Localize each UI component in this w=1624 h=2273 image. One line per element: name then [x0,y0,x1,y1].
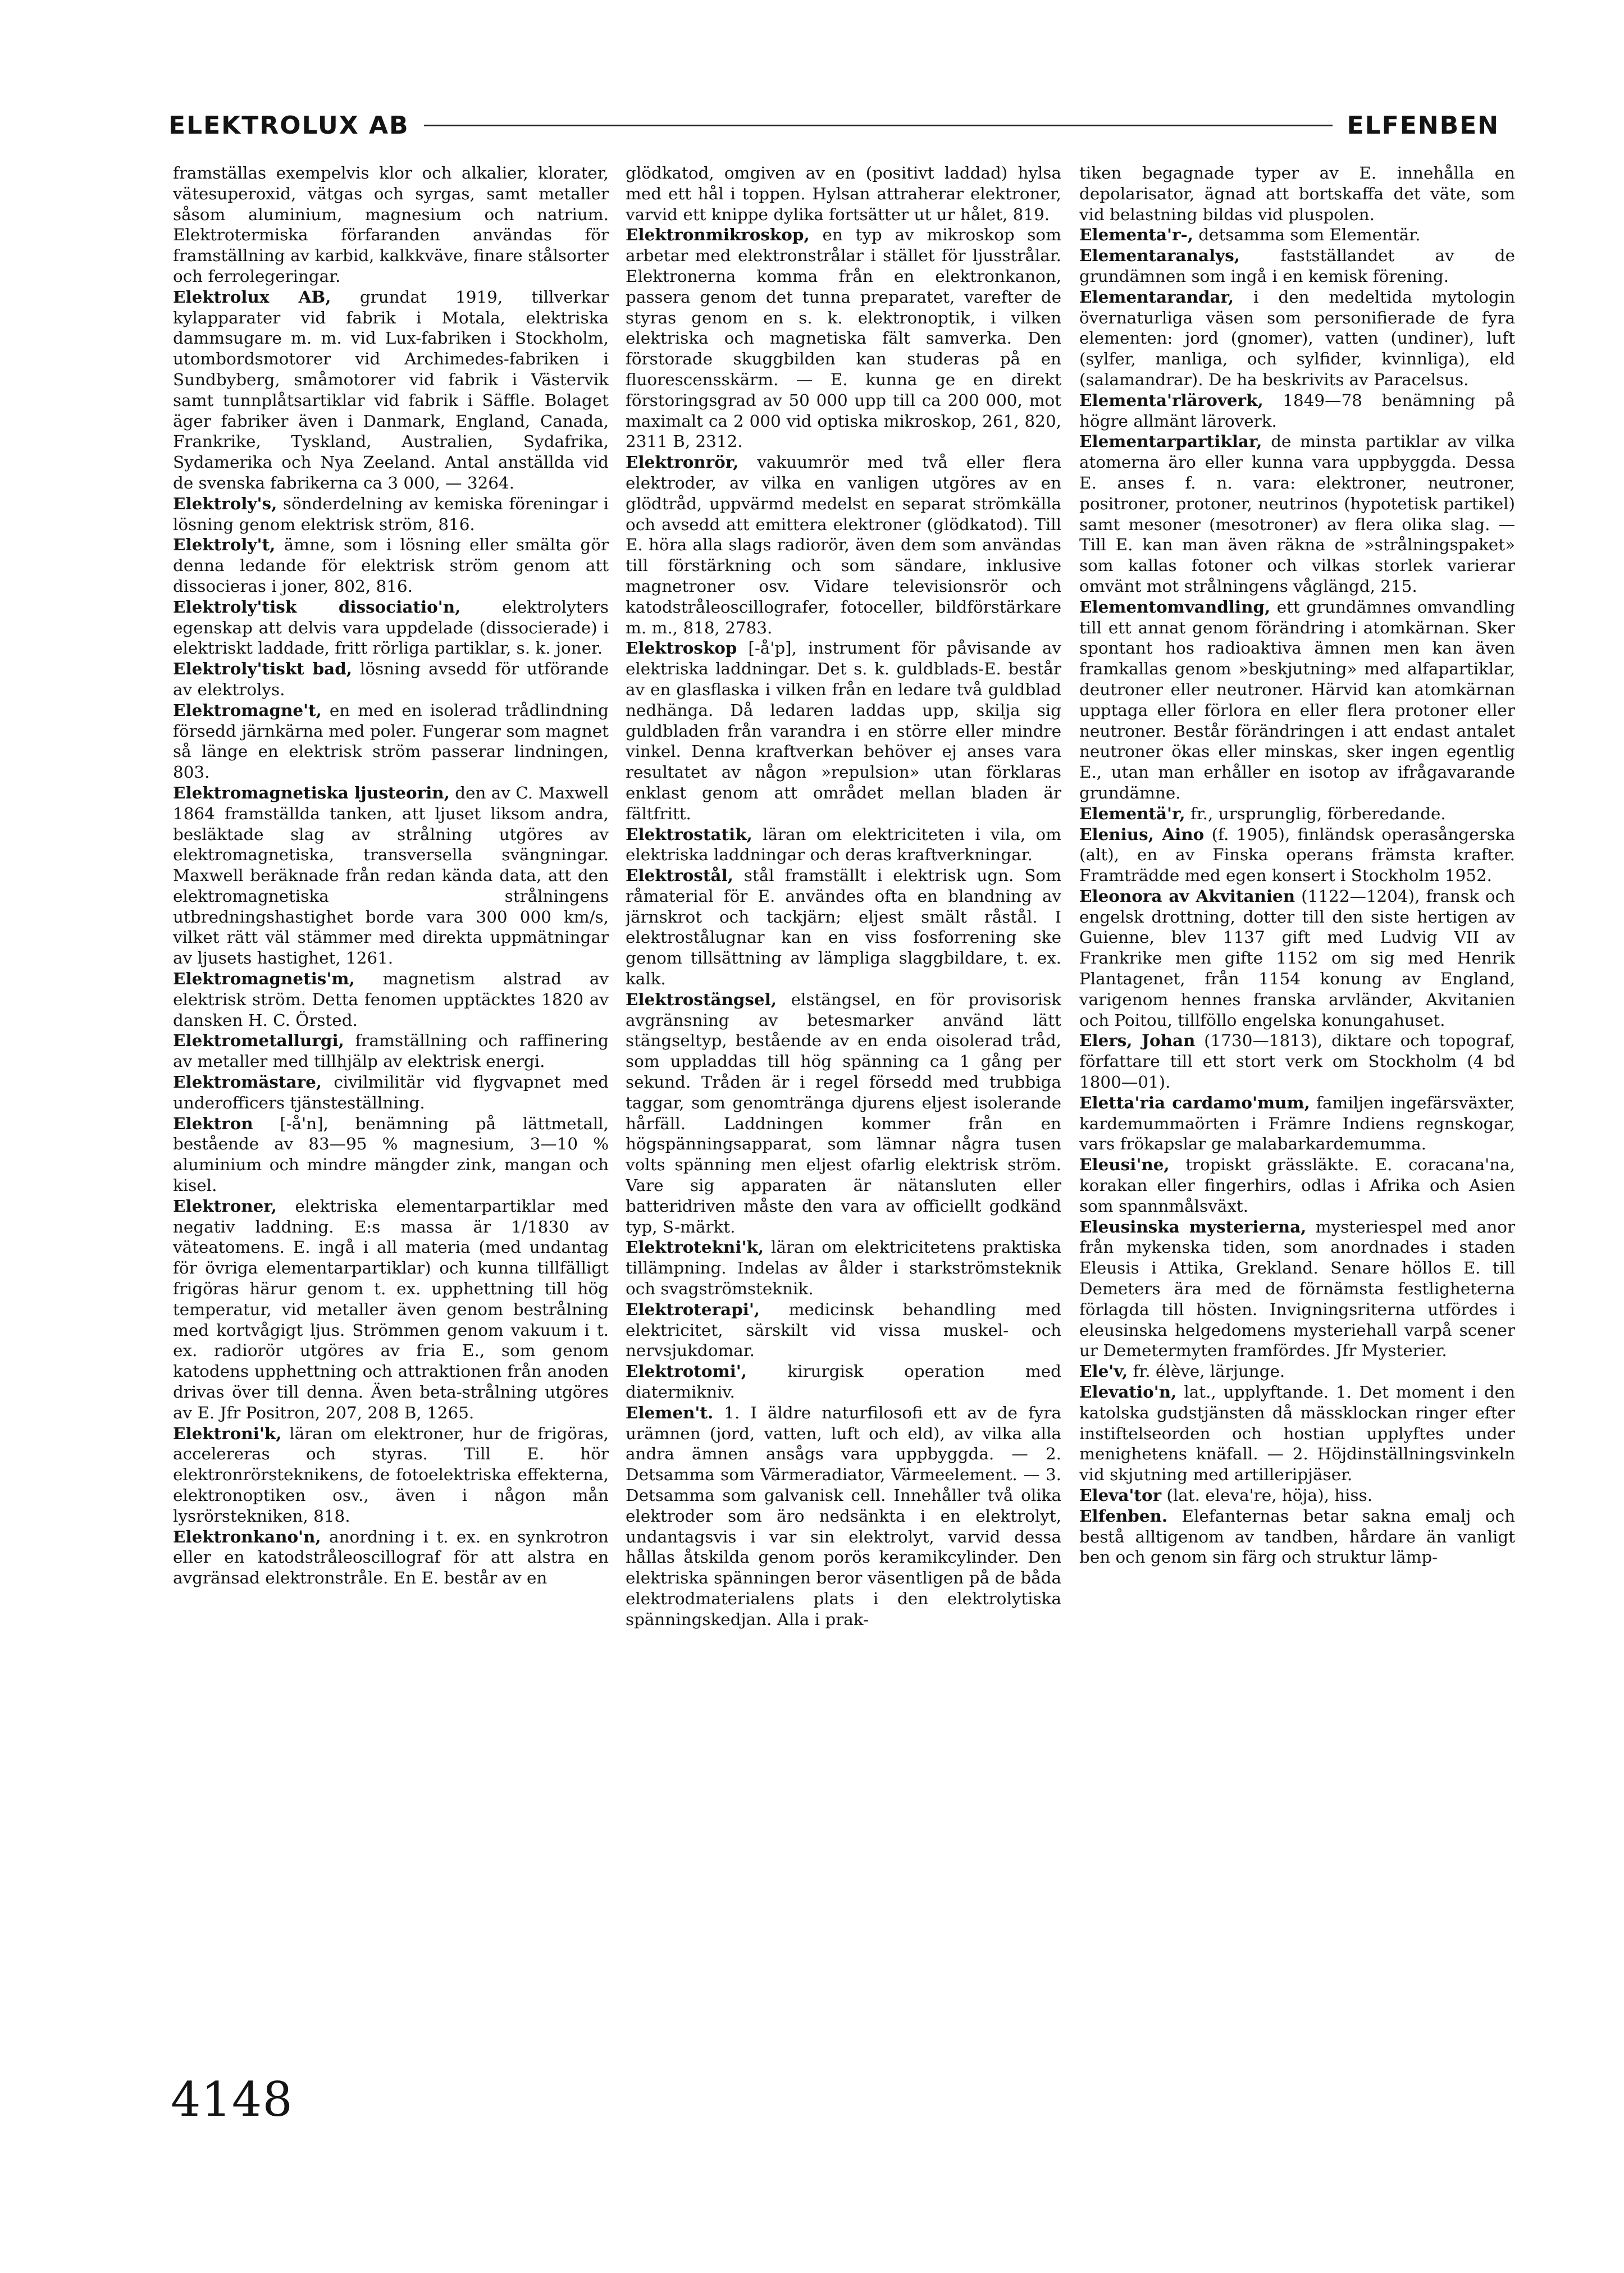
entry-headword: Elektroly's, [173,493,277,513]
entry-text: 1. I äldre naturfilosofi ett av de fyra urämnen (jord, vatten, luft och eld), av vilka alla andra ämnen ansågs vara uppbyggda. — 2. Detsamma som Värmeradiator, Värmeelement. — 3. Detsamma som galvanisk cell. Innehåller två olika elektroder som äro nedsänkta i en elektrolyt, undantagsvis i var sin elektrolyt, varvid dessa hållas åtskilda genom porös keramikcylinder. Den elektriska spänningen beror väsentligen på de båda elektrodmaterialens plats i den elektrolytiska spänningskedjan. Alla i prak- [626,1403,1061,1629]
entry-text: läran om elektriciteten i vila, om elektriska laddningar och deras kraftverkningar. [626,824,1061,865]
dictionary-entry [1079,225,1515,245]
entry-headword: Elektromagne't, [173,700,322,720]
entry-text: en med en isolerad trådlindning försedd järnkärna med poler. Fungerar som magnet så länge en elektrisk ström passerar lindningen, 803. [173,700,609,782]
entry-headword: Elektroly'tiskt bad, [173,659,352,679]
entry-headword: Elektrolux AB, [173,286,331,307]
entry-headword: Elektrometallurgi, [173,1030,344,1051]
entry-text: ett grundämnes omvandling till ett annat genom förändring i atomkärnan. Sker spontant hos radioaktiva ämnen men kan även framkallas genom »beskjutning» med alfapartiklar, deutroner eller neutroner. Härvid kan atomkärnan upptaga eller förlora en eller flera protoner eller neutroner. Består förändringen i att endast antalet neutroner ökas eller minskas, sker ingen egentlig E., utan man erhåller en isotop av ifrågavarande grundämne. [1079,597,1515,802]
dictionary-entry [1079,597,1515,804]
entry-headword: Elektroly'tisk dissociatio'n, [173,596,461,617]
entry-headword: Elektrotomi', [626,1361,747,1381]
entry-headword: Elektromagnetiska ljusteorin, [173,782,450,802]
dictionary-entry [1079,163,1515,225]
entry-headword: Elektroner, [173,1195,277,1216]
entry-headword: Elenius, Aino [1079,824,1205,844]
entry-headword: Elektronmikroskop, [626,225,810,245]
dictionary-entry [1079,1030,1515,1092]
dictionary-entry [173,1113,609,1196]
entry-headword: Elektronrör, [626,452,739,472]
entry-text: i den medeltida mytologin övernaturliga väsen som personifierade de fyra elementen: jord (gnomer), vatten (undiner), luft (sylfer, manliga, och sylfider, kvinnliga), eld (salamandrar). De ha beskrivits av Paracelsus. [1079,287,1515,389]
entry-text: lat., upplyftande. 1. Det moment i den katolska gudstjänsten då mässklockan ringer efter instiftelseorden och hostian upplyftes under menighetens knäfall. — 2. Höjdinställningsvinkeln vid skjutning med artilleripjäser. [1079,1382,1515,1485]
dictionary-entry [173,1423,609,1527]
dictionary-entry [626,1299,1061,1361]
entry-text: 1849—78 benämning på högre allmänt läroverk. [1079,390,1515,431]
dictionary-entry [173,659,609,700]
dictionary-entry [173,1072,609,1113]
dictionary-entry [626,1403,1061,1630]
entry-text: elektrolyters egenskap att delvis vara uppdelade (dissocierade) i elektriskt laddade, fritt rörliga partiklar, s. k. joner. [173,597,609,658]
entry-text: stål framställt i elektrisk ugn. Som råmaterial för E. användes ofta en blandning av järnskrot och tackjärn; eljest smält råstål. I elektrostålugnar kan en viss fosforrening ske genom tillsättning av lämpliga slaggbildare, t. ex. kalk. [626,866,1061,989]
entry-headword: Elektroterapi', [626,1299,760,1319]
entry-text: anordning i t. ex. en synkrotron eller en katodstråleoscillograf för att alstra en avgränsad elektronstråle. En E. består av en [173,1527,609,1588]
entry-headword: Elementarandar, [1079,286,1234,307]
dictionary-entry [173,535,609,596]
entry-headword: Elektrostängsel, [626,989,777,1009]
entry-text: ämne, som i lösning eller smälta gör denna ledande för elektrisk ström genom att dissocieras i joner, 802, 816. [173,535,609,596]
dictionary-entry [626,452,1061,638]
dictionary-entry [1079,1093,1515,1154]
column-3 [1079,163,1515,2033]
entry-text: medicinsk behandling med elektricitet, särskilt vid vissa muskel- och nervsjukdomar. [626,1299,1061,1361]
entry-text: de minsta partiklar av vilka atomerna äro eller kunna vara uppbyggda. Dessa E. anses f. n. vara: elektroner, neutroner, positroner, protoner, neutrinos (hypotetisk partikel) samt mesoner (mesotroner) av flera olika slag. — Till E. kan man även räkna de »strålningspaket» som kallas fotoner och vilkas storlek varierar omvänt mot strålningens våglängd, 215. [1079,432,1515,596]
entry-text: Elefanternas betar sakna emalj och bestå alltigenom av tandben, hårdare än vanligt ben och genom sin färg och struktur lämp- [1079,1506,1515,1567]
entry-text: fr. élève, lärjunge. [1128,1362,1285,1381]
dictionary-entry [1079,245,1515,287]
dictionary-entry [173,163,609,287]
dictionary-entry [1079,431,1515,596]
dictionary-entry [626,865,1061,989]
dictionary-entry [626,989,1061,1238]
dictionary-entry [173,700,609,783]
dictionary-entry [173,1527,609,1589]
running-header [168,106,1499,145]
entry-text: vakuumrör med två eller flera elektroder, av vilka en vanligen utgöres av en glödtråd, uppvärmd medelst en separat strömkälla och avsedd att emittera elektroner (glödkatod). Till E. höra alla slags radiorör, även dem som användas till förstärkning och som sändare, inklusive magnetroner osv. Vidare televisionsrör och katodstråleoscillografer, fotoceller, bildförstärkare m. m., 818, 2783. [626,453,1061,637]
dictionary-entry [173,1030,609,1072]
dictionary-entry [1079,1361,1515,1382]
entry-headword: Elementa'rläroverk, [1079,390,1263,410]
dictionary-entry [1079,287,1515,390]
entry-headword: Elektrotekni'k, [626,1237,764,1257]
entry-headword: Ele'v, [1079,1361,1128,1381]
entry-text: (1730—1813), diktare och topograf, författare till ett stort verk om Stockholm (4 bd 1800—01). [1079,1031,1515,1092]
entry-text: [-å'n], benämning på lättmetall, bestående av 83—95 % magnesium, 3—10 % aluminium och mindre mängder zink, mangan och kisel. [173,1113,609,1195]
entry-text: en typ av mikroskop som arbetar med elektronstrålar i stället för ljusstrålar. Elektronerna komma från en elektronkanon, passera genom det tunna preparatet, varefter de styras genom en s. k. elektronoptik, i vilken elektriska och magnetiska fält samverka. Den förstorade skuggbilden kan studeras på en fluorescensskärm. — E. kunna ge en direkt förstoringsgrad av 50 000 upp till ca 200 000, mot maximalt ca 2 000 vid optiska mikroskop, 261, 820, 2311 B, 2312. [626,225,1061,451]
entry-text: kirurgisk operation med diatermikniv. [626,1362,1061,1402]
entry-headword: Elektroly't, [173,535,276,555]
entry-text: elstängsel, en för provisorisk avgränsning av betesmarker använd lätt stängseltyp, bestående av en enda oisolerad tråd, som uppladdas till hög spänning ca 1 gång per sekund. Tråden är i regel försedd med trubbiga taggar, som genomtränga djurens eljest isolerande hårfäll. Laddningen kommer från en högspänningsapparat, som lämnar några tusen volts spänning men eljest ofarlig elektrisk ström. Vare sig apparaten är nätansluten eller batteridriven måste den vara av officiellt godkänd typ, S-märkt. [626,989,1061,1236]
column-1 [173,163,609,2033]
entry-text: [-å'p], instrument för påvisande av elektriska laddningar. Det s. k. guldblads-E. består av en glasflaska i vilken från en ledare två guldblad nedhänga. Då ledaren laddas upp, skilja sig guldbladen från varandra i en större eller mindre vinkel. Denna kraftverkan behöver ej anses vara resultatet av någon »repulsion» utan förklaras enklast genom att området mellan bladen är fältfritt. [626,638,1061,823]
entry-text: läran om elektroner, hur de frigöras, accelereras och styras. Till E. hör elektronrörsteknikens, de fotoelektriska effekterna, elektronoptiken osv., även i någon mån lysrörstekniken, 818. [173,1423,609,1526]
entry-headword: Elektron [173,1113,253,1133]
dictionary-entry [1079,804,1515,824]
dictionary-entry [173,494,609,535]
entry-headword: Elers, Johan [1079,1030,1196,1051]
entry-headword: Elementarpartiklar, [1079,431,1262,451]
entry-headword: Elektronkano'n, [173,1526,321,1546]
entry-text: läran om elektricitetens praktiska tillämpning. Indelas av ålder i starkströmsteknik och svagströmsteknik. [626,1238,1061,1299]
dictionary-entry [173,969,609,1030]
dictionary-entry [1079,1217,1515,1362]
entry-text: magnetism alstrad av elektrisk ström. Detta fenomen upptäcktes 1820 av dansken H. C. Örsted. [173,969,609,1030]
entry-headword: Elevatio'n, [1079,1382,1177,1402]
dictionary-entry [626,1237,1061,1299]
entry-headword: Elementomvandling, [1079,596,1271,617]
dictionary-entry [626,824,1061,866]
dictionary-entry [1079,1506,1515,1568]
entry-headword: Eleva'tor [1079,1485,1162,1505]
dictionary-entry [1079,390,1515,432]
entry-text: elektriska elementarpartiklar med negativ laddning. E:s massa är 1/1830 av väteatomens. E. ingå i all materia (med undantag för övriga elementarpartiklar) och kunna tillfälligt frigöras härur genom t. ex. upphettning till hög temperatur, vid metaller även genom bestrålning med kortvågigt ljus. Strömmen genom vakuum i t. ex. radiorör utgöres av fria E., som genom katodens upphettning och attraktionen från anoden drivas över till denna. Även beta-strålning utgöres av E. Jfr Positron, 207, 208 B, 1265. [173,1196,609,1422]
entry-text: grundat 1919, tillverkar kylapparater vid fabrik i Motala, elektriska dammsugare m. m. vid Lux-fabriken i Stockholm, utombordsmotorer vid Archimedes-fabriken i Sundbyberg, småmotorer vid fabrik i Västervik samt tunnplåtsartiklar vid fabrik i Säffle. Bolaget äger fabriker även i Danmark, England, Canada, Frankrike, Tyskland, Australien, Sydafrika, Sydamerika och Nya Zeeland. Antal anställda vid de svenska fabrikerna ca 3 000, — 3264. [173,287,609,492]
dictionary-entry [626,638,1061,824]
entry-headword: Eleusinska mysterierna, [1079,1216,1307,1236]
entry-text: glödkatod, omgiven av en (positivt laddad) hylsa med ett hål i toppen. Hylsan attraherar elektroner, varvid ett knippe dylika fortsätter ut ur hålet, 819. [626,163,1061,224]
dictionary-entry [1079,824,1515,886]
entry-text: framställning och raffinering av metaller med tillhjälp av elektrisk energi. [173,1031,609,1071]
entry-headword: Elementaranalys, [1079,245,1240,266]
dictionary-entry [173,287,609,494]
entry-text: framställas exempelvis klor och alkalier, klorater, vätesuperoxid, vätgas och syrgas, samt metaller såsom aluminium, magnesium och natrium. Elektrotermiska förfaranden användas för framställning av karbid, kalkkväve, finare stålsorter och ferrolegeringar. [173,163,609,286]
entry-text: den av C. Maxwell 1864 framställda tanken, att ljuset liksom andra, besläktade slag av strålning utgöres av elektromagnetiska, transversella svängningar. Maxwell beräknade från redan kända data, att den elektromagnetiska strålningens utbredningshastighet borde vara 300 000 km/s, vilket rätt väl stämmer med direkta uppmätningar av ljusets hastighet, 1261. [173,783,609,968]
entry-text: fr., ursprunglig, förberedande. [1185,804,1446,823]
entry-headword: Elemen't. [626,1402,714,1422]
dictionary-entry [173,783,609,969]
dictionary-entry [626,1361,1061,1403]
entry-headword: Elektroskop [626,638,737,658]
entry-text: civilmilitär vid flygvapnet med underofficers tjänsteställning. [173,1072,609,1112]
dictionary-entry [1079,1382,1515,1485]
dictionary-entry [173,1196,609,1423]
entry-headword: Elementä'r, [1079,803,1185,823]
entry-text: tropiskt grässläkte. E. coracana'na, korakan eller fingerhirs, odlas i Afrika och Asien som spannmålsväxt. [1079,1155,1515,1216]
dictionary-entry [626,163,1061,225]
entry-text: mysteriespel med anor från mykenska tiden, som anordnades i staden Eleusis i Attika, Grekland. Senare höllos E. till Demeters ära med de förnämsta festligheterna förlagda till hösten. Invigningsriterna utfördes i eleusinska helgedomens mysteriehall varpå scener ur Demetermyten framfördes. Jfr Mysterier. [1079,1217,1515,1361]
entry-headword: Elektromagnetis'm, [173,969,355,989]
dictionary-entry [173,597,609,659]
entry-headword: Elektrostål, [626,865,733,886]
running-head-right: ELFENBEN [1347,111,1499,140]
page-number: 4148 [171,2072,293,2127]
entry-text: (lat. eleva're, höja), hiss. [1161,1486,1373,1505]
entry-headword: Elektroni'k, [173,1423,282,1443]
entry-text: tiken begagnade typer av E. innehålla en depolarisator, ägnad att bortskaffa det väte, som vid belastning bildas vid pluspolen. [1079,163,1515,224]
entry-headword: Elfenben. [1079,1505,1168,1526]
entry-headword: Eleonora av Akvitanien [1079,886,1295,906]
dictionary-entry [1079,1154,1515,1216]
entry-headword: Eletta'ria cardamo'mum, [1079,1092,1310,1112]
entry-headword: Elektrostatik, [626,824,752,844]
entry-text: (1122—1204), fransk och engelsk drottning, dotter till den siste hertigen av Guienne, blev 1137 gift med Ludvig VII av Frankrike men gifte 1152 om sig med Henrik Plantagenet, från 1154 konung av England, varigenom hennes franska arvländer, Akvitanien och Poitou, tillföllo engelska konungahuset. [1079,886,1515,1030]
dictionary-entry [626,225,1061,452]
entry-text: familjen ingefärsväxter, kardemummaörten i Främre Indiens regnskogar, vars frökapslar ge malabarkardemumma. [1079,1093,1515,1154]
dictionary-entry [1079,886,1515,1031]
entry-headword: Eleusi'ne, [1079,1154,1170,1175]
entry-text: sönderdelning av kemiska föreningar i lösning genom elektrisk ström, 816. [173,494,609,534]
entry-headword: Elementa'r-, [1079,225,1193,245]
running-head-left: ELEKTROLUX AB [168,111,409,140]
entry-text: (f. 1905), finländsk operasångerska (alt), en av Finska operans främsta krafter. Framträdde med egen konsert i Stockholm 1952. [1079,824,1515,886]
entry-text: fastställandet av de grundämnen som ingå i en kemisk förening. [1079,246,1515,286]
entry-text: lösning avsedd för utförande av elektrolys. [173,659,609,699]
header-rule [424,125,1333,126]
entry-headword: Elektromästare, [173,1072,322,1092]
column-2 [626,163,1061,2033]
dictionary-entry [1079,1485,1515,1506]
entry-text: detsamma som Elementär. [1193,225,1421,245]
